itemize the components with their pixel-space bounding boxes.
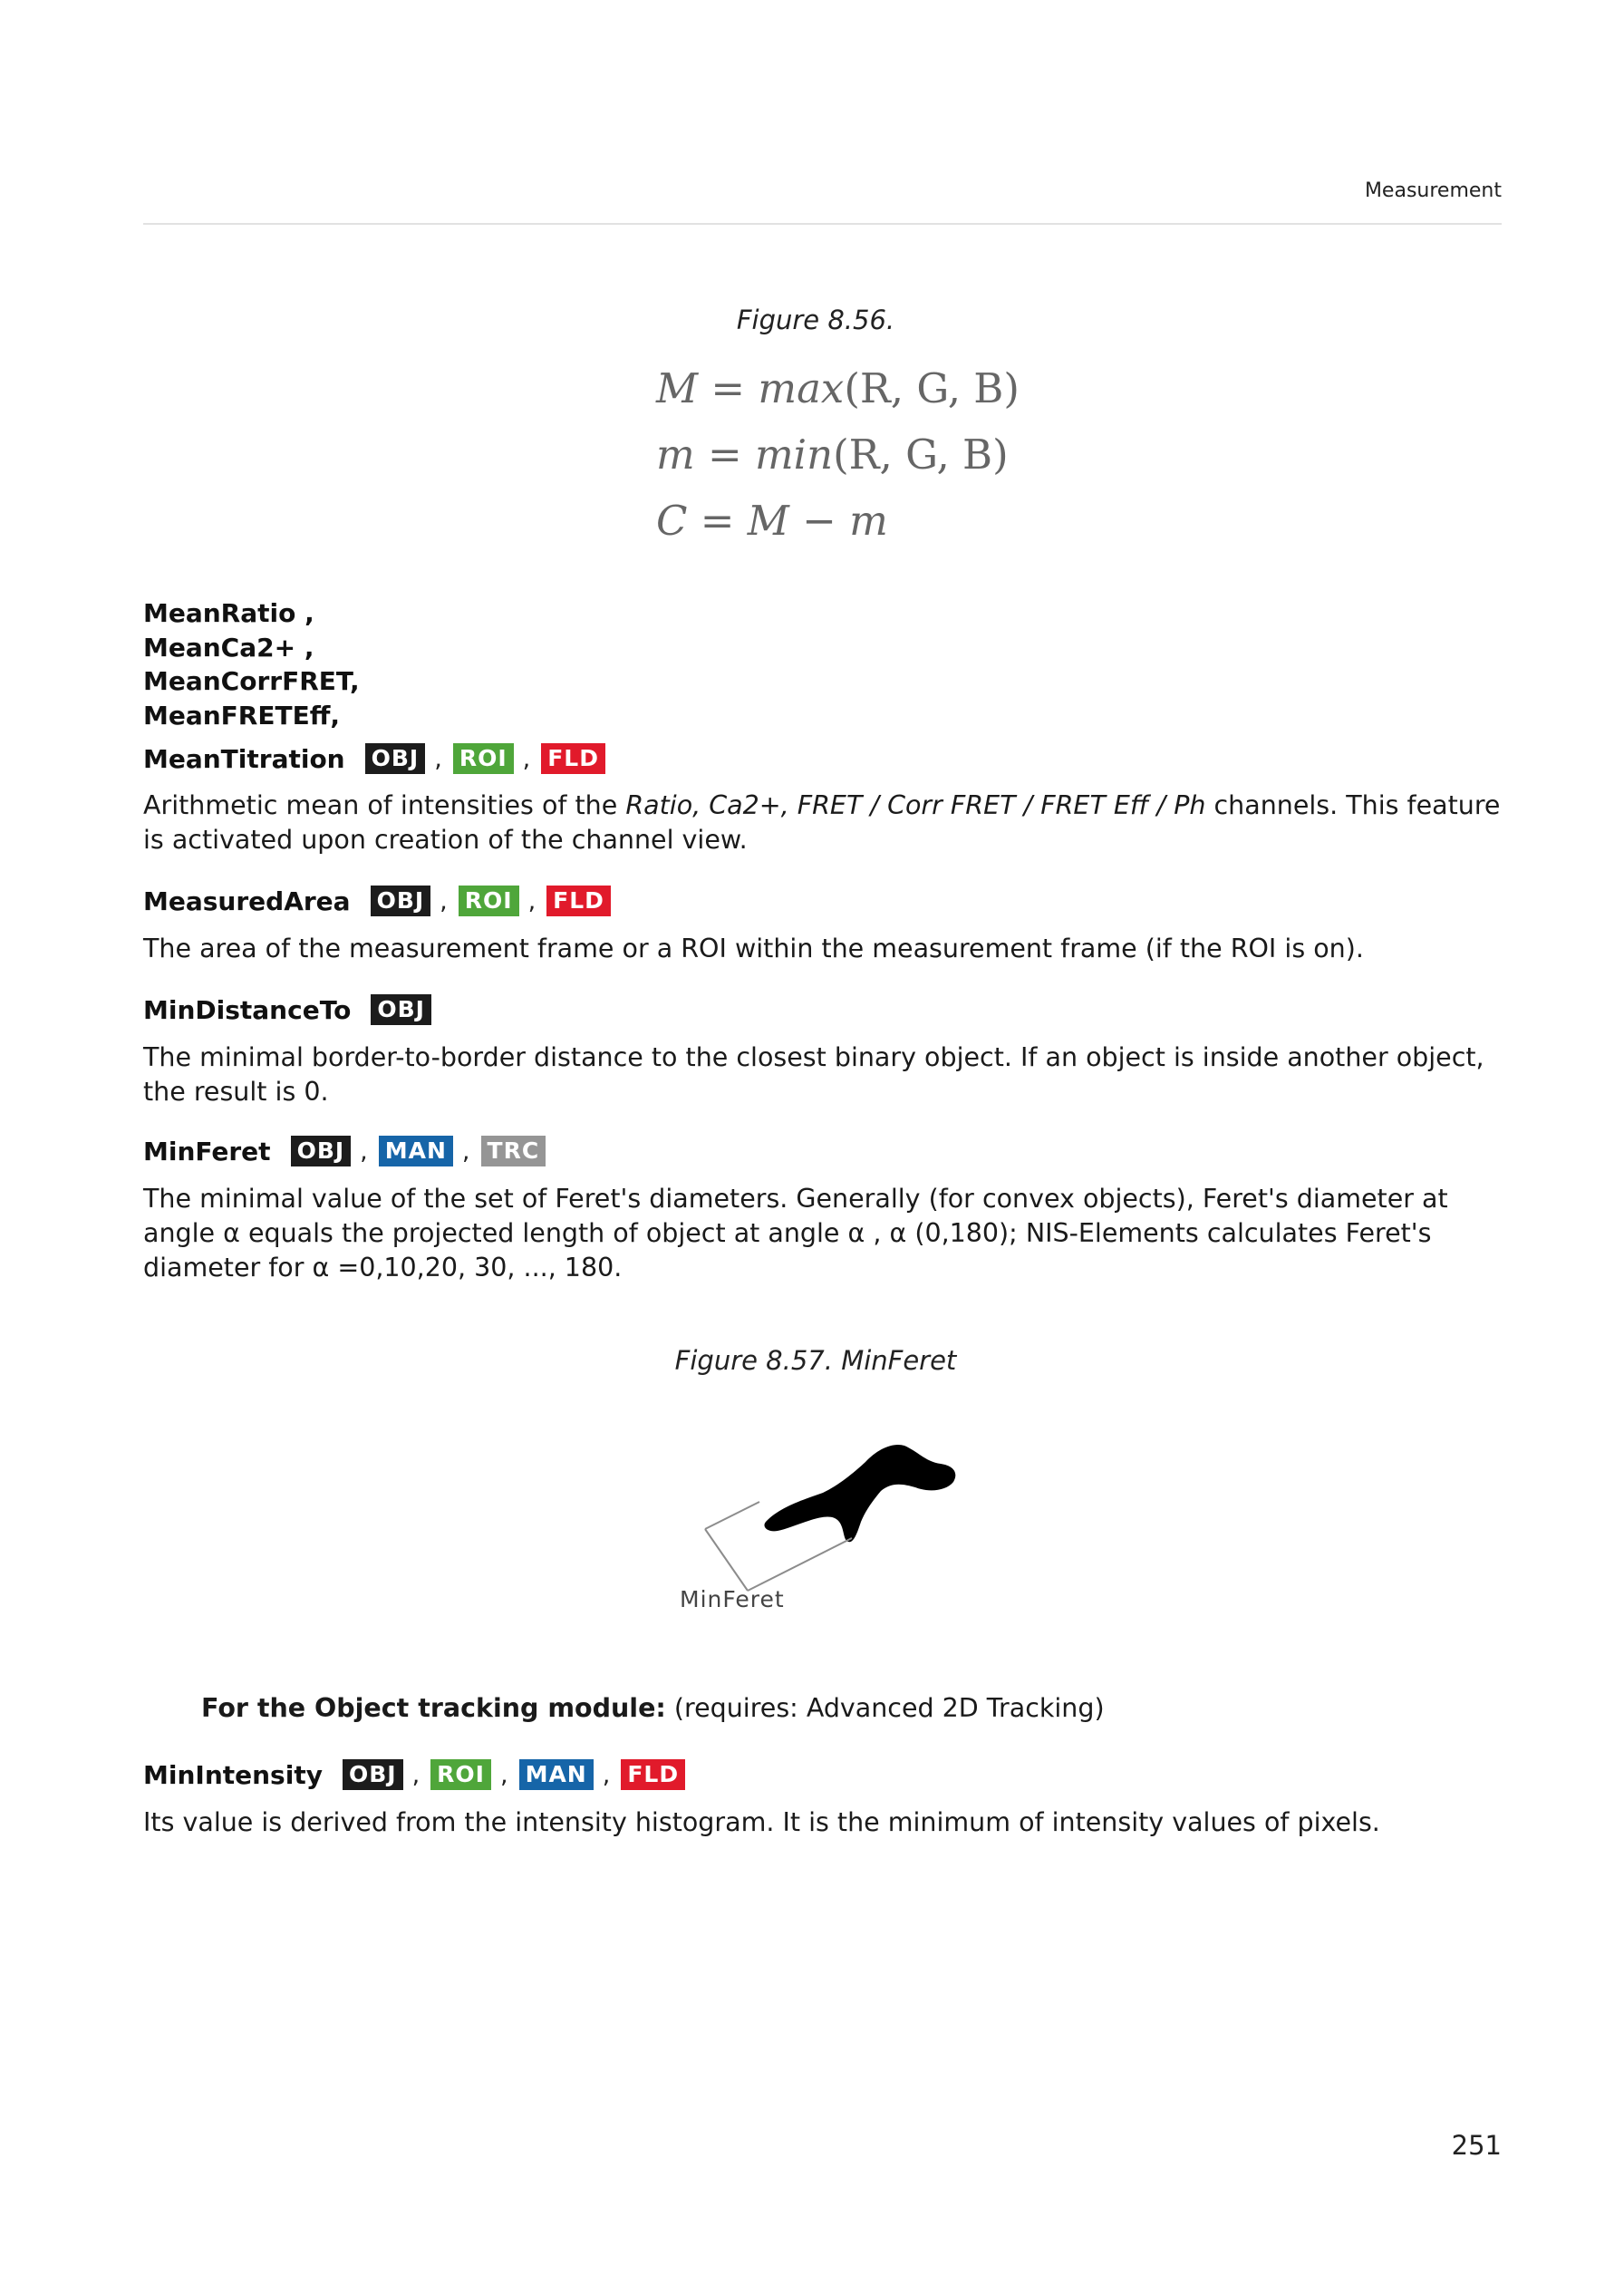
min-feret-description: The minimal value of the set of Feret's diameters. Generally (for convex objects), Feret's diameter at angle α equals the projected length of object at angle α , α (0,180); NIS-Elements calculates Feret's diameter for α =0,10,20, 30, ..., 180. <box>143 1184 1448 1283</box>
term-measured-area: MeasuredArea OBJ , ROI , FLD <box>143 885 611 917</box>
trc-badge: TRC <box>481 1136 546 1166</box>
figure-caption-8-56: Figure 8.56. <box>736 305 895 335</box>
roi-badge: ROI <box>453 743 514 774</box>
feature-name: MeanTitration <box>143 743 345 774</box>
feret-caliper-line <box>705 1502 759 1529</box>
min-feret-label: MinFeret <box>680 1586 785 1612</box>
obj-badge: OBJ <box>371 886 431 916</box>
feature-name: MinIntensity <box>143 1759 323 1790</box>
feret-caliper-line <box>748 1538 852 1591</box>
feature-name: MeanRatio , <box>143 598 314 628</box>
header-divider <box>143 223 1502 225</box>
obj-badge: OBJ <box>365 743 426 774</box>
equation-max: M = max(R, G, B) <box>656 364 1020 412</box>
equation-chroma: C = M − m <box>656 497 888 545</box>
figure-caption-8-57: Figure 8.57. MinFeret <box>674 1345 957 1376</box>
fld-badge: FLD <box>541 743 605 774</box>
min-intensity-description: Its value is derived from the intensity histogram. It is the minimum of intensity values of pixels. <box>143 1807 1380 1837</box>
mean-description: Arithmetic mean of intensities of the Ratio, Ca2+, FRET / Corr FRET / FRET Eff / Ph channels. This feature is activated upon creation of the channel view. <box>143 790 1501 855</box>
color-equations <box>656 355 1020 554</box>
page-number: 251 <box>1451 2130 1502 2161</box>
obj-badge: OBJ <box>343 1759 403 1790</box>
feature-name: MeanFRETEff, <box>143 700 341 731</box>
feret-measure-line <box>705 1529 748 1591</box>
measured-area-description: The area of the measurement frame or a ROI within the measurement frame (if the ROI is on). <box>143 934 1364 963</box>
equation-min: m = min(R, G, B) <box>656 431 1009 479</box>
min-feret-figure <box>680 1409 988 1645</box>
man-badge: MAN <box>519 1759 594 1790</box>
term-min-intensity: MinIntensity OBJ , ROI , MAN , FLD <box>143 1758 685 1791</box>
term-mean-titration: MeanTitration OBJ , ROI , FLD <box>143 742 605 775</box>
term-min-feret: MinFeret OBJ , MAN , TRC <box>143 1135 546 1167</box>
feature-name: MinDistanceTo <box>143 994 352 1025</box>
mean-feature-names <box>143 596 360 732</box>
feature-name: MeasuredArea <box>143 886 351 916</box>
feature-name: MeanCorrFRET, <box>143 666 360 696</box>
term-min-distance-to <box>143 993 431 1026</box>
feature-name: MinFeret <box>143 1136 271 1166</box>
feature-name: MeanCa2+ , <box>143 632 314 663</box>
obj-badge: OBJ <box>291 1136 352 1166</box>
roi-badge: ROI <box>459 886 519 916</box>
obj-badge: OBJ <box>371 994 431 1025</box>
object-tracking-note: For the Object tracking module: (requires: Advanced 2D Tracking) <box>201 1693 1105 1723</box>
min-feret-diagram <box>680 1409 988 1645</box>
fld-badge: FLD <box>621 1759 685 1790</box>
man-badge: MAN <box>379 1136 453 1166</box>
roi-badge: ROI <box>430 1759 491 1790</box>
running-header: Measurement <box>1364 179 1502 202</box>
fld-badge: FLD <box>546 886 611 916</box>
binary-object-shape <box>764 1445 955 1542</box>
min-distance-description: The minimal border-to-border distance to the closest binary object. If an object is inside another object, the result is 0. <box>143 1042 1484 1107</box>
